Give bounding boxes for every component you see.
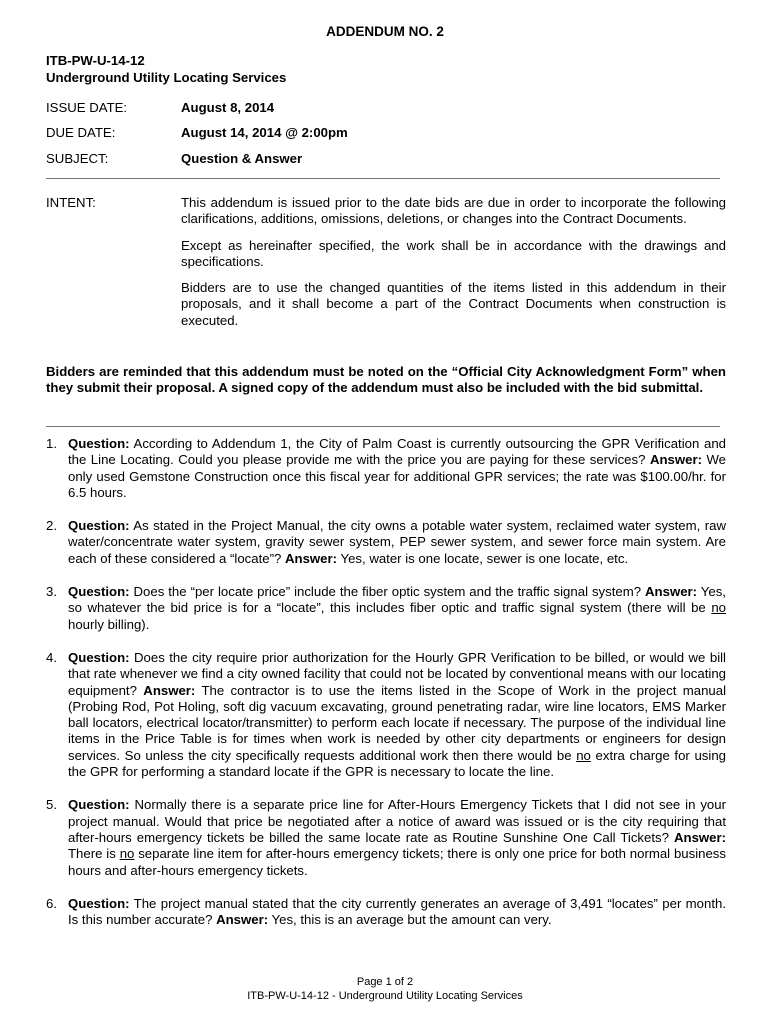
due-date-label: DUE DATE: [46, 125, 116, 140]
answer-text-end: separate line item for after-hours emergency tickets; there is only one price for both normal business hours and after-hours emergency tickets. [68, 846, 726, 878]
question-label: Question: [68, 518, 130, 534]
issue-date-label: ISSUE DATE: [46, 100, 128, 115]
addendum-title: ADDENDUM NO. 2 [326, 24, 444, 39]
footer-document-title: ITB-PW-U-14-12 - Underground Utility Locating Services [247, 990, 523, 1002]
answer-label: Answer: [143, 682, 196, 698]
bidder-reminder: Bidders are reminded that this addendum must be noted on the “Official City Acknowledgment Form” when they submit their proposal. A signed copy of the addendum must also be included with the bid submittal. [46, 364, 726, 396]
question-label: Question: [68, 436, 130, 451]
answer-label: Answer: [216, 912, 269, 928]
intent-paragraph-3: Bidders are to use the changed quantities of the items listed in this addendum in their proposals, and it shall become a part of the Contract Documents when construction is executed. [181, 280, 726, 328]
answer-label: Answer: [645, 584, 698, 600]
subject-value: Question & Answer [181, 151, 303, 166]
answer-label: Answer: [285, 550, 338, 566]
answer-text: Yes, so whatever the bid price is for a “locate”, this includes fiber optic and traffic signal system (there will be [68, 584, 726, 616]
answer-emphasis: no [711, 600, 726, 616]
question-label: Question: [68, 797, 130, 813]
qa-item [46, 584, 726, 633]
subject-label: SUBJECT: [46, 151, 109, 166]
question-text: As stated in the Project Manual, the city owns a potable water system, reclaimed water system, raw water/concentrate water system, gravity sewer system, PEP sewer system, and sewer force main system. Are each of these considered a “locate”? [68, 518, 726, 566]
answer-emphasis: no [119, 846, 135, 862]
question-text: According to Addendum 1, the City of Palm Coast is currently outsourcing the GPR Verification and the Line Locating. Could you please provide me with the price you are paying for these services? [68, 436, 726, 468]
qa-item [46, 436, 726, 501]
intent-paragraph-2: Except as hereinafter specified, the work shall be in accordance with the drawings and specifications. [181, 237, 726, 269]
footer-page-number: Page 1 of 2 [356, 976, 414, 988]
intent-label: INTENT: [46, 195, 96, 210]
answer-emphasis: no [576, 747, 591, 763]
itb-header [46, 52, 286, 86]
due-date-value: August 14, 2014 @ 2:00pm [181, 125, 348, 140]
question-text: Does the “per locate price” include the fiber optic system and the traffic signal system? [133, 584, 642, 600]
question-text: Normally there is a separate price line for After-Hours Emergency Tickets that I did not see in your project manual. Would that price be negotiated after a notice of award was issued or is the city requiring that after-hours emergency tickets be billed the same locate rate as Routine Sunshine One Call Tickets? [68, 797, 726, 845]
qa-list [46, 436, 726, 945]
answer-text: We only used Gemstone Construction once this fiscal year for additional GPR services; the rate was $100.00/hr. for 6.5 hours. [68, 452, 726, 500]
qa-item [46, 650, 726, 780]
issue-date-value: August 8, 2014 [181, 100, 275, 115]
question-label: Question: [68, 895, 130, 911]
qa-number: 4. [46, 649, 57, 665]
qa-number: 1. [46, 436, 57, 451]
answer-text: The contractor is to use the items listed in the Scope of Work in the project manual (Probing Rod, Pot Holing, soft dig vacuum excavating, ground penetrating radar, wire line locators, EMS Marker ball locators, electrical locator/transmitter) to perform each locate if necessary. The purpose of the individual line items in the Price Table is for times when work is needed by other city departments or engineers for design services. So unless the city specifically requests additional work then there would be [68, 682, 727, 763]
answer-text: There is [68, 846, 120, 862]
answer-text: Yes, water is one locate, sewer is one locate, etc. [340, 550, 629, 566]
answer-text-end: hourly billing). [68, 616, 150, 632]
qa-number: 2. [46, 518, 57, 534]
qa-number: 6. [46, 895, 57, 911]
answer-label: Answer: [649, 452, 702, 468]
divider-top [46, 178, 720, 179]
itb-name: Underground Utility Locating Services [46, 70, 287, 85]
qa-number: 5. [46, 797, 57, 813]
divider-bottom [46, 426, 720, 427]
qa-item [46, 896, 726, 929]
qa-item [46, 518, 726, 567]
qa-number: 3. [46, 584, 57, 600]
intent-body [181, 195, 726, 339]
qa-item [46, 797, 726, 878]
itb-number: ITB-PW-U-14-12 [46, 53, 145, 68]
answer-text: Yes, this is an average but the amount can very. [271, 912, 552, 928]
answer-text-end: extra charge for using the GPR for performing a standard locate if the GPR is necessary to locate the line. [68, 747, 726, 780]
question-label: Question: [68, 649, 130, 665]
question-label: Question: [68, 584, 130, 600]
intent-paragraph-1: This addendum is issued prior to the date bids are due in order to incorporate the following clarifications, additions, omissions, deletions, or changes into the Contract Documents. [181, 195, 726, 227]
answer-label: Answer: [673, 829, 727, 845]
question-text: The project manual stated that the city currently generates an average of 3,491 “locates” per month. Is this number accurate? [68, 895, 726, 928]
question-text: Does the city require prior authorization for the Hourly GPR Verification to be billed, or would we bill that rate whenever we find a city owned facility that could not be located by conventional means with our locating equipment? [68, 649, 726, 698]
